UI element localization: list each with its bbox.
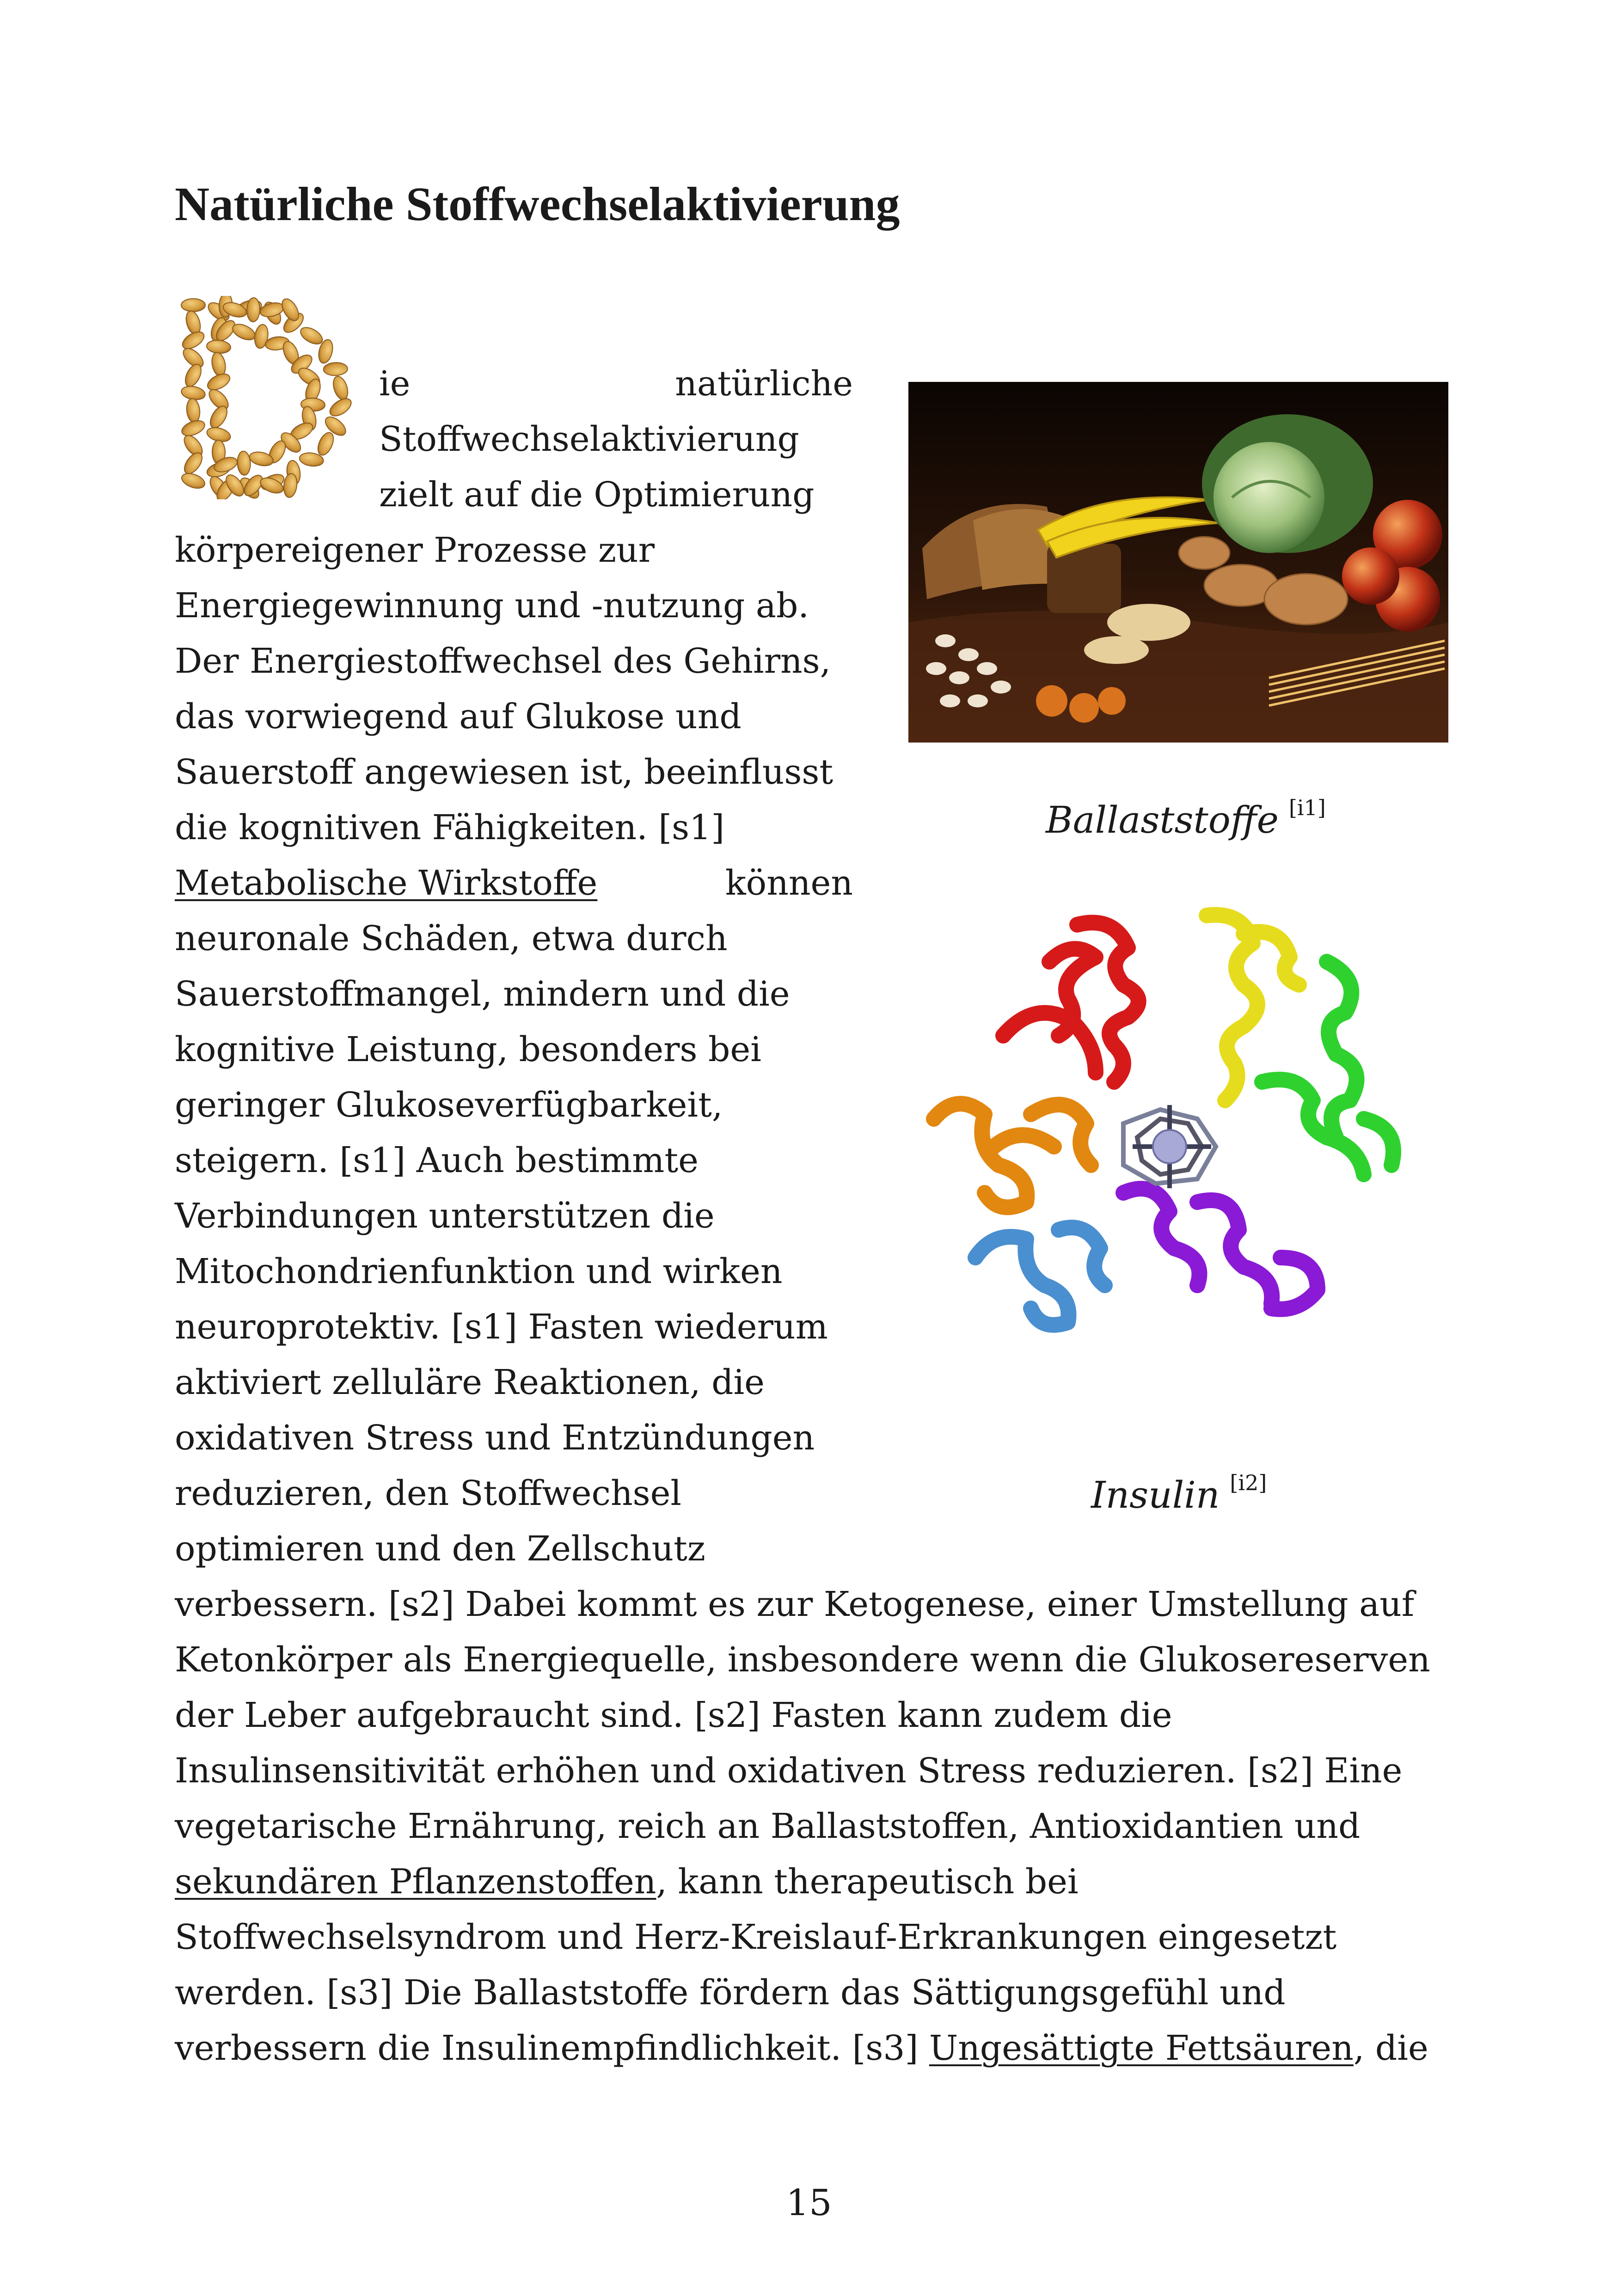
text-line: Der Energiestoffwechsel des Gehirns, xyxy=(175,641,831,681)
orange-helix xyxy=(934,1104,1091,1207)
text-line: die kognitiven Fähigkeiten. [s1] xyxy=(175,808,725,847)
grain xyxy=(298,324,325,347)
grain xyxy=(331,374,350,401)
text-line: aktiviert zelluläre Reaktionen, die xyxy=(175,1363,765,1402)
dropcap-grains xyxy=(180,296,354,499)
text-line: Energiegewinnung und -nutzung ab. xyxy=(175,586,809,626)
blue-helix xyxy=(975,1228,1105,1325)
text-line: reduzieren, den Stoffwechsel xyxy=(175,1473,682,1513)
link-sekundaere-pflanzenstoffe[interactable]: sekundären Pflanzenstoffen xyxy=(175,1862,656,1902)
figure-caption-food: Ballaststoffe [i1] xyxy=(1046,795,1326,841)
image-reference[interactable]: [i1] xyxy=(1288,795,1326,820)
text-line: vegetarische Ernährung, reich an Ballaststoffen, Antioxidantien und xyxy=(175,1806,1361,1846)
green-helix xyxy=(1262,962,1393,1174)
text-line: Stoffwechselsyndrom und Herz-Kreislauf-Erkrankungen eingesetzt xyxy=(175,1917,1337,1957)
grain xyxy=(181,299,205,312)
text-line: neuronale Schäden, etwa durch xyxy=(175,919,728,958)
grain xyxy=(282,473,298,498)
central-atom xyxy=(1153,1130,1186,1163)
grain xyxy=(315,430,337,458)
grain xyxy=(180,471,207,491)
text-line: Mitochondrienfunktion und wirken xyxy=(175,1252,783,1291)
text-line: zielt auf die Optimierung xyxy=(379,475,815,515)
text-line: das vorwiegend auf Glukose und xyxy=(175,697,742,737)
text-line: Verbindungen unterstützen die xyxy=(175,1196,715,1236)
grain xyxy=(258,301,285,319)
text-line: steigern. [s1] Auch bestimmte xyxy=(175,1141,699,1180)
text-line: neuroprotektiv. [s1] Fasten wiederum xyxy=(175,1307,828,1347)
figure-caption-insulin: Insulin [i2] xyxy=(1091,1470,1267,1516)
grain xyxy=(206,339,231,354)
image-reference[interactable]: [i2] xyxy=(1230,1470,1267,1495)
page-number: 15 xyxy=(786,2182,832,2224)
link-metabolische-wirkstoffe[interactable]: Metabolische Wirkstoffe xyxy=(175,863,598,903)
text-line: Sauerstoffmangel, mindern und die xyxy=(175,974,790,1014)
text-line: kognitive Leistung, besonders bei xyxy=(175,1030,761,1069)
purple-helix xyxy=(1123,1189,1318,1309)
text-line: verbessern die Insulinempfindlichkeit. [s3] Ungesättigte Fettsäuren, die xyxy=(175,2028,1428,2068)
text-line: werden. [s3] Die Ballaststoffe fördern das Sättigungsgefühl und xyxy=(175,1973,1286,2013)
text-line: verbessern. [s2] Dabei kommt es zur Ketogenese, einer Umstellung auf xyxy=(175,1584,1415,1624)
text-line: Ketonkörper als Energiequelle, insbesondere wenn die Glukosereserven xyxy=(175,1640,1430,1680)
insulin-molecule-image xyxy=(920,906,1438,1406)
text-line: optimieren und den Zellschutz xyxy=(175,1529,705,1569)
text-line: ie natürliche xyxy=(379,364,853,404)
text-line: der Leber aufgebraucht sind. [s2] Fasten kann zudem die xyxy=(175,1695,1172,1735)
text-line: Sauerstoff angewiesen ist, beeinflusst xyxy=(175,752,834,792)
cabbage-icon xyxy=(1202,414,1373,553)
grain xyxy=(237,451,251,475)
red-helix xyxy=(1003,923,1139,1082)
text-line: geringer Glukoseverfügbarkeit, xyxy=(175,1085,723,1125)
grain xyxy=(323,362,348,376)
text-line: sekundären Pflanzenstoffen, kann therapeutisch bei xyxy=(175,1862,1079,1902)
grain xyxy=(185,398,201,424)
grain xyxy=(210,351,227,377)
page-title: Natürliche Stoffwechselaktivierung xyxy=(175,178,900,231)
text-line: oxidativen Stress und Entzündungen xyxy=(175,1418,815,1458)
text-line: Stoffwechselaktivierung xyxy=(379,419,799,459)
text-line: Insulinsensitivität erhöhen und oxidativen Stress reduzieren. [s2] Eine xyxy=(175,1751,1403,1791)
grain xyxy=(246,298,260,322)
food-fiber-image xyxy=(908,382,1448,743)
link-ungesaettigte-fettsaeuren[interactable]: Ungesättigte Fettsäuren xyxy=(929,2028,1354,2068)
dropcap-grain-letter xyxy=(175,296,361,499)
text-line: Metabolische Wirkstoffe können xyxy=(175,863,853,903)
text-line: körpereigener Prozesse zur xyxy=(175,530,655,570)
